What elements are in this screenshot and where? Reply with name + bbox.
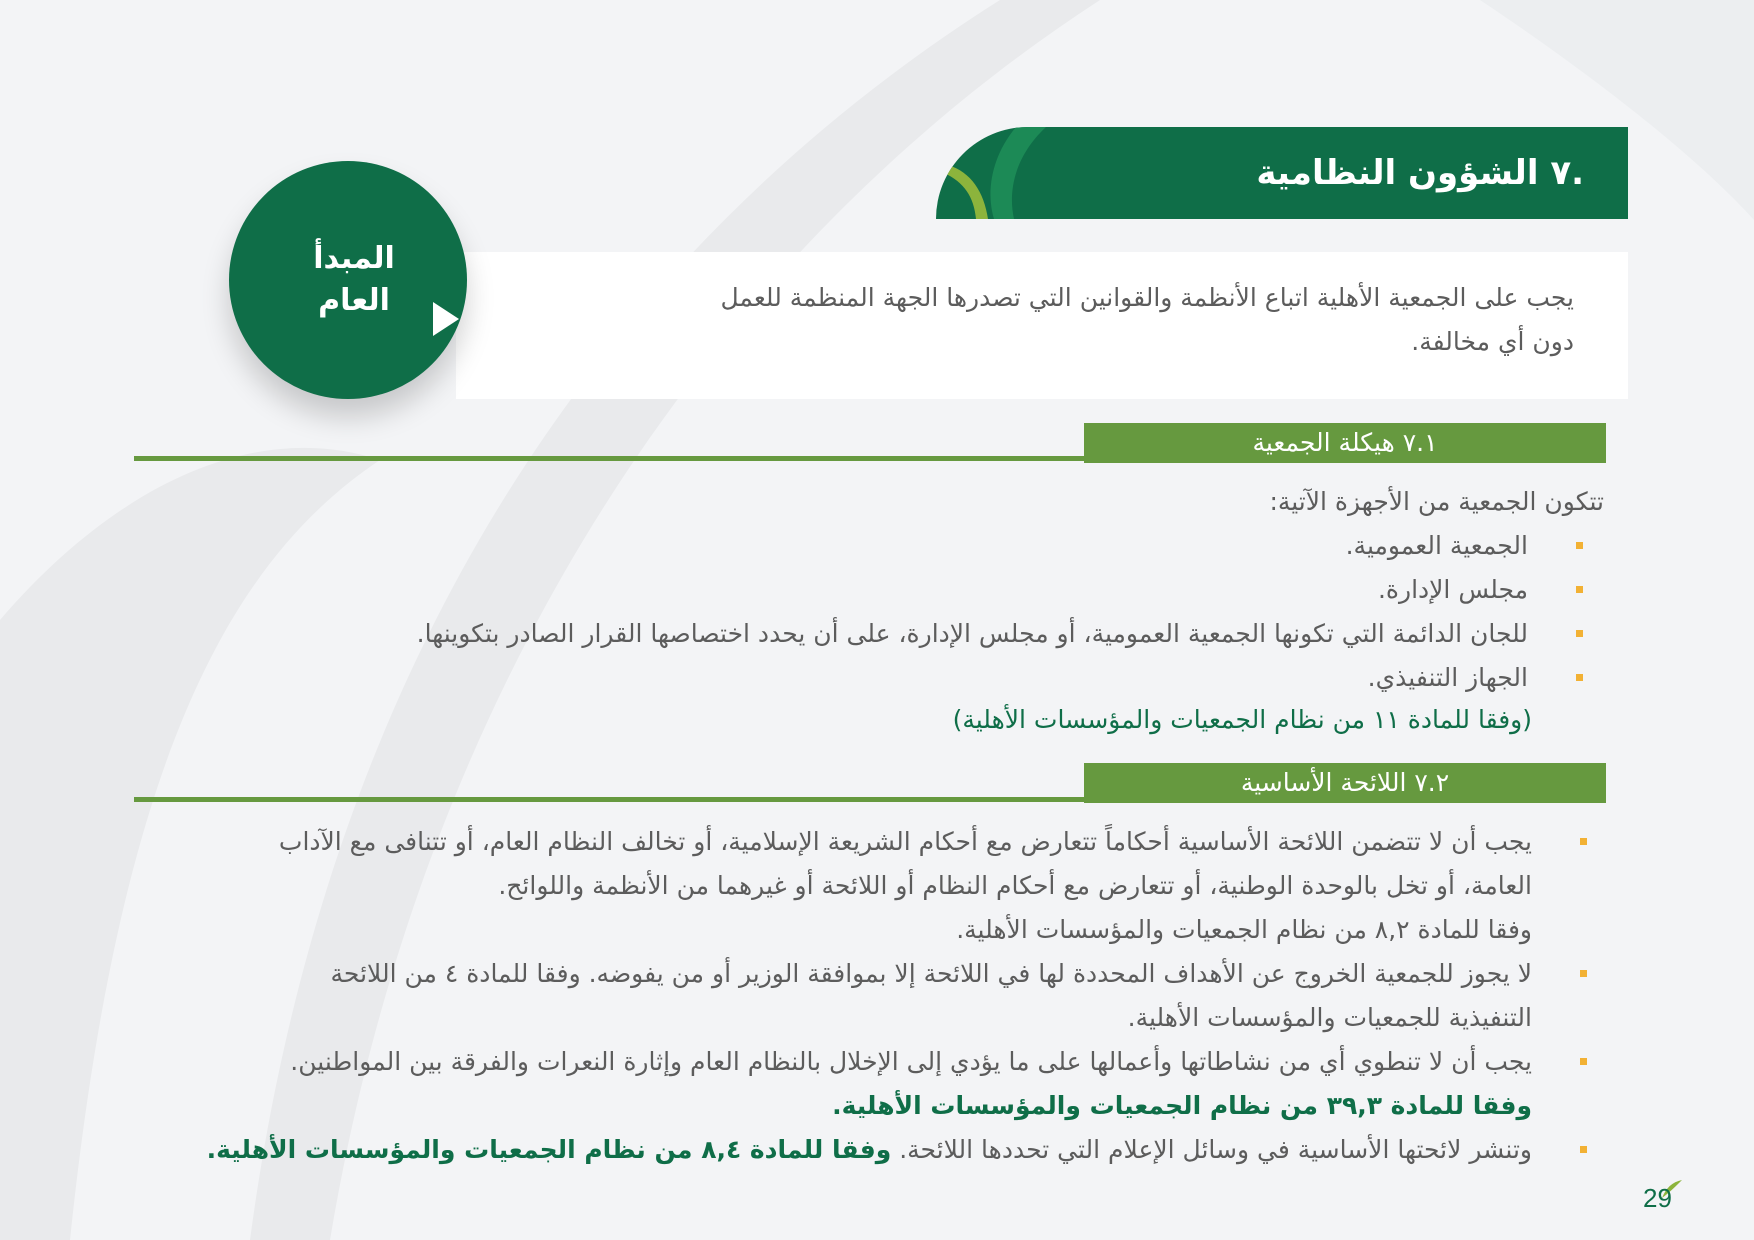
list-item: يجب أن لا تتضمن اللائحة الأساسية أحكاماً تتعارض مع أحكام الشريعة الإسلامية، أو تخالف النظام العام، أو تتنافى مع الآداب العامة، أو تخل بالوحدة الوطنية، أو تتعارض مع أحكام النظام أو اللائحة أو غيرهما من الأنظمة واللوائح. وفقا للمادة ٨,٢ من نظام الجمعيات والمؤسسات الأهلية.	[102, 820, 1532, 952]
list-item: لا يجوز للجمعية الخروج عن الأهداف المحددة لها في اللائحة إلا بموافقة الوزير أو من يفوضه. وفقا للمادة ٤ من اللائحة التنفيذية للجمعيات والمؤسسات الأهلية.	[102, 952, 1532, 1040]
list-item: الجمعية العمومية.	[128, 524, 1528, 568]
sub1-divider	[134, 456, 1084, 461]
list-item: للجان الدائمة التي تكونها الجمعية العمومية، أو مجلس الإدارة، على أن يحدد اختصاصها القرار الصادر بتكوينها.	[128, 612, 1528, 656]
banner-leaf-icon	[936, 127, 1086, 219]
sub2-title: ٧.٢ اللائحة الأساسية	[1084, 763, 1606, 803]
bullet-icon	[1576, 542, 1583, 549]
list-item: الجهاز التنفيذي.	[128, 656, 1528, 700]
list-item: وتنشر لائحتها الأساسية في وسائل الإعلام التي تحددها اللائحة. وفقا للمادة ٨,٤ من نظام الجمعيات والمؤسسات الأهلية.	[102, 1128, 1532, 1172]
bullet-icon	[1576, 674, 1583, 681]
bullet-icon	[1580, 838, 1587, 845]
sub1-reference: (وفقا للمادة ١١ من نظام الجمعيات والمؤسسات الأهلية)	[952, 705, 1532, 734]
sub1-list	[128, 524, 1528, 700]
section-title: .٧ الشؤون النظامية	[1256, 153, 1584, 193]
page-number: 29	[1643, 1183, 1672, 1213]
principle-text-line2: دون أي مخالفة.	[1411, 327, 1574, 356]
principle-notch	[433, 302, 459, 336]
bullet-icon	[1580, 1146, 1587, 1153]
section-banner	[936, 127, 1628, 219]
principle-text-line1: يجب على الجمعية الأهلية اتباع الأنظمة والقوانين التي تصدرها الجهة المنظمة للعمل	[720, 283, 1574, 312]
principle-label-line1: المبدأ	[313, 241, 395, 276]
principle-label-line2: العام	[318, 283, 390, 318]
sub1-intro: تتكون الجمعية من الأجهزة الآتية:	[1269, 487, 1604, 516]
principle-badge	[229, 161, 467, 399]
sub2-divider	[134, 797, 1084, 802]
sub1-title: ٧.١ هيكلة الجمعية	[1084, 423, 1606, 463]
bullet-icon	[1580, 1058, 1587, 1065]
principle-box	[456, 252, 1628, 399]
sub2-list	[102, 820, 1532, 1172]
principle-text	[534, 276, 1574, 364]
list-item: مجلس الإدارة.	[128, 568, 1528, 612]
bullet-icon	[1580, 970, 1587, 977]
bullet-icon	[1576, 586, 1583, 593]
bullet-icon	[1576, 630, 1583, 637]
list-item: يجب أن لا تنطوي أي من نشاطاتها وأعمالها على ما يؤدي إلى الإخلال بالنظام العام وإثارة النعرات والفرقة بين المواطنين. وفقا للمادة ٣٩,٣ من نظام الجمعيات والمؤسسات الأهلية.	[102, 1040, 1532, 1128]
